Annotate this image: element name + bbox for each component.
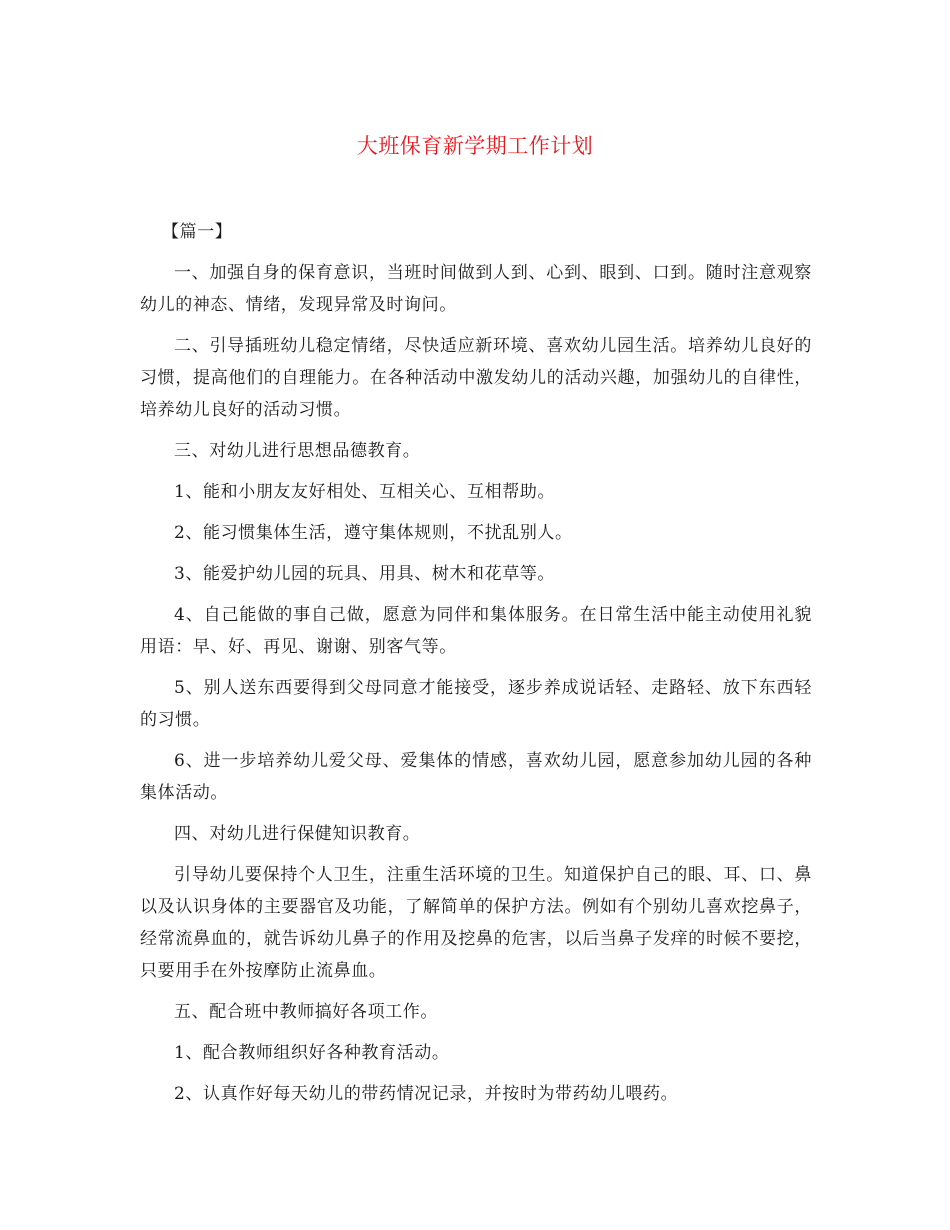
- paragraph: 4、自己能做的事自己做，愿意为同伴和集体服务。在日常生活中能主动使用礼貌用语：早、好、再见、谢谢、别客气等。: [140, 605, 812, 657]
- paragraph: 二、引导插班幼儿稳定情绪，尽快适应新环境、喜欢幼儿园生活。培养幼儿良好的习惯，提高他们的自理能力。在各种活动中激发幼儿的活动兴趣，加强幼儿的自律性，培养幼儿良好的活动习惯。: [140, 336, 812, 420]
- paragraph: 引导幼儿要保持个人卫生，注重生活环境的卫生。知道保护自己的眼、耳、口、鼻以及认识身体的主要器官及功能，了解简单的保护方法。例如有个别幼儿喜欢挖鼻子，经常流鼻血的，就告诉幼儿鼻子的作用及挖鼻的危害，以后当鼻子发痒的时候不要挖，只要用手在外按摩防止流鼻血。: [140, 865, 812, 981]
- document-title: 大班保育新学期工作计划: [356, 134, 594, 158]
- paragraph: 四、对幼儿进行保健知识教育。: [174, 824, 421, 844]
- paragraph: 2、能习惯集体生活，遵守集体规则，不扰乱别人。: [174, 523, 573, 543]
- section-heading: 【篇一】: [162, 222, 233, 242]
- paragraph: 5、别人送东西要得到父母同意才能接受，逐步养成说话轻、走路轻、放下东西轻的习惯。: [140, 678, 812, 730]
- paragraph: 1、配合教师组织好各种教育活动。: [174, 1043, 450, 1063]
- paragraph: 1、能和小朋友友好相处、互相关心、互相帮助。: [174, 482, 556, 502]
- paragraph: 3、能爱护幼儿园的玩具、用具、树木和花草等。: [174, 564, 556, 584]
- paragraph: 一、加强自身的保育意识，当班时间做到人到、心到、眼到、口到。随时注意观察幼儿的神态、情绪，发现异常及时询问。: [140, 263, 812, 315]
- paragraph: 2、认真作好每天幼儿的带药情况记录，并按时为带药幼儿喂药。: [174, 1084, 679, 1104]
- paragraph: 三、对幼儿进行思想品德教育。: [174, 441, 421, 461]
- paragraph: 6、进一步培养幼儿爱父母、爱集体的情感，喜欢幼儿园，愿意参加幼儿园的各种集体活动。: [140, 751, 812, 803]
- document-body: [140, 216, 812, 1119]
- paragraph: 五、配合班中教师搞好各项工作。: [174, 1002, 438, 1022]
